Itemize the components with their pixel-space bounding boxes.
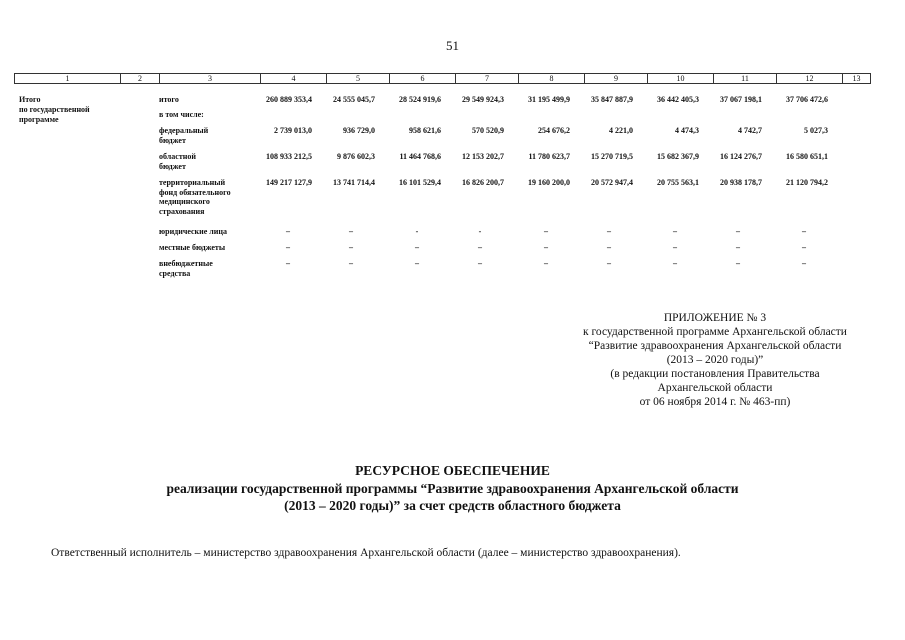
- cell-value: –: [673, 259, 677, 268]
- cell-value: 4 474,3: [675, 126, 699, 135]
- heading-subtitle-2: (2013 – 2020 годы)” за счет средств областного бюджета: [284, 498, 621, 513]
- cell-value: 4 221,0: [609, 126, 633, 135]
- cell-value: 149 217 127,9: [266, 178, 312, 187]
- cell-value: –: [802, 259, 806, 268]
- cell-value: 12 153 202,7: [462, 152, 504, 161]
- cell-value: –: [415, 243, 419, 252]
- cell-value: –: [607, 259, 611, 268]
- row-label: областной бюджет: [159, 152, 196, 171]
- cell-value: 36 442 405,3: [657, 95, 699, 104]
- cell-value: 15 270 719,5: [591, 152, 633, 161]
- column-number-13: 13: [843, 74, 871, 84]
- column-number-9: 9: [585, 74, 648, 84]
- column-number-5: 5: [327, 74, 390, 84]
- cell-value: 37 706 472,6: [786, 95, 828, 104]
- cell-value: –: [673, 243, 677, 252]
- column-number-6: 6: [390, 74, 456, 84]
- cell-value: 20 938 178,7: [720, 178, 762, 187]
- cell-value: 16 826 200,7: [462, 178, 504, 187]
- column-number-3: 3: [160, 74, 261, 84]
- cell-value: –: [802, 227, 806, 236]
- cell-value: 936 729,0: [343, 126, 375, 135]
- appendix-line: (2013 – 2020 годы)”: [666, 354, 764, 366]
- cell-value: 37 067 198,1: [720, 95, 762, 104]
- cell-value: –: [286, 259, 290, 268]
- column-number-12: 12: [777, 74, 843, 84]
- appendix-line: от 06 ноября 2014 г. № 463-пп): [639, 396, 791, 408]
- column-number-7: 7: [456, 74, 519, 84]
- appendix-line: (в редакции постановления Правительства: [610, 368, 820, 380]
- cell-value: 570 520,9: [472, 126, 504, 135]
- appendix-note: [530, 311, 900, 409]
- cell-value: 31 195 499,9: [528, 95, 570, 104]
- cell-value: -: [415, 227, 419, 236]
- cell-value: 20 572 947,4: [591, 178, 633, 187]
- cell-value: –: [478, 259, 482, 268]
- heading-subtitle-1: реализации государственной программы “Развитие здравоохранения Архангельской области: [166, 481, 739, 496]
- cell-value: –: [544, 227, 548, 236]
- cell-value: 9 876 602,3: [337, 152, 375, 161]
- column-number-10: 10: [648, 74, 714, 84]
- heading-title: РЕСУРСНОЕ ОБЕСПЕЧЕНИЕ: [355, 463, 550, 478]
- cell-value: 15 682 367,9: [657, 152, 699, 161]
- total-program-label-line: Итого: [19, 95, 41, 104]
- cell-value: 20 755 563,1: [657, 178, 699, 187]
- cell-value: 4 742,7: [738, 126, 762, 135]
- row-label: в том числе:: [159, 110, 204, 119]
- cell-value: 28 524 919,6: [399, 95, 441, 104]
- row-label: юридические лица: [159, 227, 228, 236]
- responsible-executor: Ответственный исполнитель – министерство здравоохранения Архангельской области (далее – министерство здравоохранения).: [51, 547, 681, 559]
- cell-value: –: [607, 243, 611, 252]
- row-label: внебюджетные средства: [159, 259, 213, 278]
- cell-value: –: [286, 243, 290, 252]
- total-program-label: [19, 95, 90, 125]
- cell-value: 11 780 623,7: [528, 152, 570, 161]
- total-program-label-line: по государственной: [19, 105, 90, 114]
- column-number-11: 11: [714, 74, 777, 84]
- appendix-line: Архангельской области: [657, 382, 773, 394]
- cell-value: 108 933 212,5: [266, 152, 312, 161]
- cell-value: –: [349, 243, 353, 252]
- cell-value: 16 101 529,4: [399, 178, 441, 187]
- cell-value: 254 676,2: [538, 126, 570, 135]
- cell-value: –: [736, 243, 740, 252]
- cell-value: –: [349, 259, 353, 268]
- column-number-8: 8: [519, 74, 585, 84]
- cell-value: –: [736, 259, 740, 268]
- cell-value: –: [802, 243, 806, 252]
- cell-value: 958 621,6: [409, 126, 441, 135]
- cell-value: 13 741 714,4: [333, 178, 375, 187]
- column-number-4: 4: [261, 74, 327, 84]
- cell-value: 16 580 651,1: [786, 152, 828, 161]
- cell-value: –: [544, 259, 548, 268]
- cell-value: 35 847 887,9: [591, 95, 633, 104]
- appendix-line: “Развитие здравоохранения Архангельской области: [588, 340, 842, 352]
- cell-value: 19 160 200,0: [528, 178, 570, 187]
- column-number-header: [14, 73, 871, 84]
- cell-value: 5 027,3: [804, 126, 828, 135]
- cell-value: 21 120 794,2: [786, 178, 828, 187]
- cell-value: 2 739 013,0: [274, 126, 312, 135]
- row-label: итого: [159, 95, 179, 104]
- cell-value: –: [349, 227, 353, 236]
- cell-value: 260 889 353,4: [266, 95, 312, 104]
- cell-value: –: [673, 227, 677, 236]
- column-number-1: 1: [15, 74, 121, 84]
- cell-value: 16 124 276,7: [720, 152, 762, 161]
- cell-value: –: [286, 227, 290, 236]
- cell-value: -: [478, 227, 482, 236]
- cell-value: –: [478, 243, 482, 252]
- cell-value: –: [544, 243, 548, 252]
- cell-value: –: [736, 227, 740, 236]
- cell-value: –: [607, 227, 611, 236]
- cell-value: 11 464 768,6: [399, 152, 441, 161]
- row-label: территориальный фонд обязательного медицинского страхования: [159, 178, 231, 216]
- page-number: 51: [446, 38, 459, 53]
- cell-value: 29 549 924,3: [462, 95, 504, 104]
- appendix-line: к государственной программе Архангельской области: [583, 326, 847, 338]
- cell-value: 24 555 045,7: [333, 95, 375, 104]
- row-label: местные бюджеты: [159, 243, 226, 252]
- row-label: федеральный бюджет: [159, 126, 209, 145]
- appendix-title: ПРИЛОЖЕНИЕ № 3: [663, 312, 767, 324]
- total-program-label-line: программе: [19, 115, 59, 124]
- cell-value: –: [415, 259, 419, 268]
- column-number-2: 2: [121, 74, 160, 84]
